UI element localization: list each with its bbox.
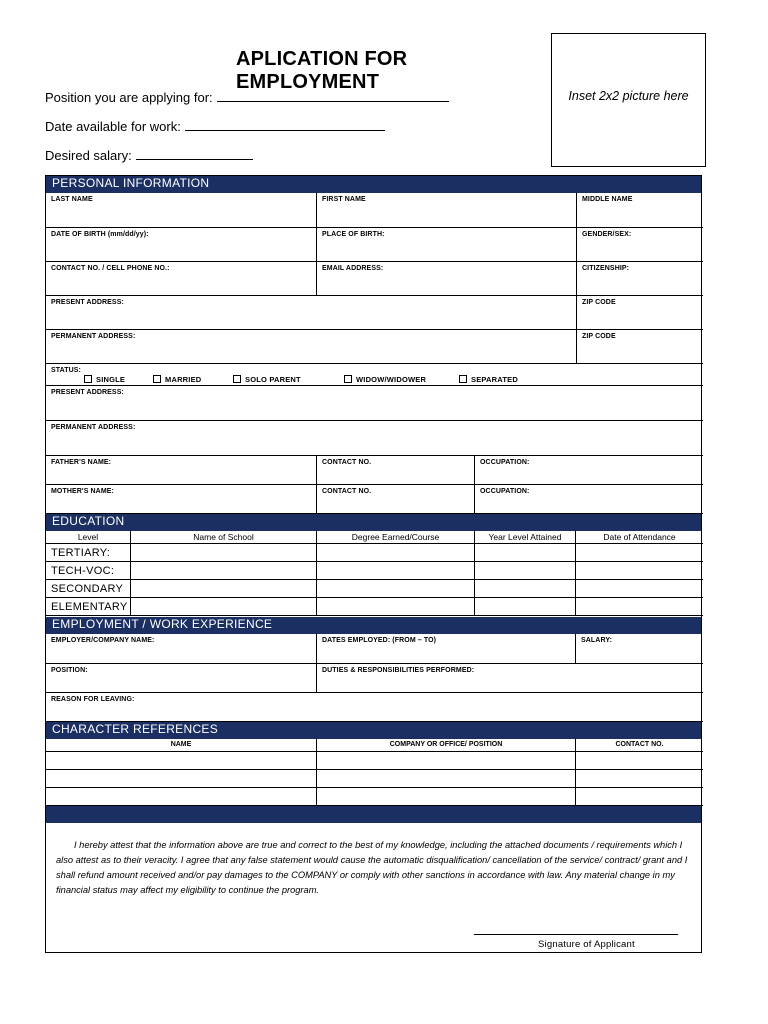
present-address-field[interactable]: PRESENT ADDRESS: <box>46 296 577 330</box>
edu-level-techvoc: TECH-VOC: <box>46 562 131 580</box>
employer-field[interactable]: EMPLOYER/COMPANY NAME: <box>46 634 317 664</box>
edu-tertiary-date-input[interactable] <box>576 544 703 562</box>
middle-name-field[interactable]: MIDDLE NAME <box>577 193 703 228</box>
edu-secondary-date-input[interactable] <box>576 580 703 598</box>
position-input[interactable] <box>217 90 449 102</box>
father-occupation-field[interactable]: OCCUPATION: <box>475 456 703 485</box>
edu-col-date: Date of Attendance <box>576 531 703 544</box>
status-option-label: WIDOW/WIDOWER <box>356 375 427 384</box>
edu-techvoc-year-input[interactable] <box>475 562 576 580</box>
father-contact-field[interactable]: CONTACT NO. <box>317 456 475 485</box>
photo-box[interactable] <box>551 33 706 167</box>
edu-elementary-date-input[interactable] <box>576 598 703 616</box>
desired-salary-line <box>45 148 253 163</box>
edu-techvoc-degree-input[interactable] <box>317 562 475 580</box>
ref-1-company-input[interactable] <box>317 752 576 770</box>
signature-line[interactable] <box>474 934 678 935</box>
edu-tertiary-degree-input[interactable] <box>317 544 475 562</box>
ref-2-contact-input[interactable] <box>576 770 703 788</box>
status-option-single[interactable] <box>84 375 125 384</box>
edu-tertiary-year-input[interactable] <box>475 544 576 562</box>
salary-field[interactable]: SALARY: <box>576 634 703 664</box>
status-option-solo-parent[interactable] <box>233 375 301 384</box>
ref-col-name: NAME <box>46 739 317 752</box>
date-available-input[interactable] <box>185 119 385 131</box>
ref-col-company: COMPANY OR OFFICE/ POSITION <box>317 739 576 752</box>
status-option-separated[interactable] <box>459 375 518 384</box>
edu-secondary-year-input[interactable] <box>475 580 576 598</box>
ref-2-company-input[interactable] <box>317 770 576 788</box>
date-available-label: Date available for work: <box>45 119 181 134</box>
position-applying-line <box>45 90 449 105</box>
duties-field[interactable]: DUTIES & RESPONSIBILITIES PERFORMED: <box>317 664 703 693</box>
application-form <box>45 175 702 953</box>
edu-techvoc-date-input[interactable] <box>576 562 703 580</box>
pob-field[interactable]: PLACE OF BIRTH: <box>317 228 577 262</box>
status-option-label: MARRIED <box>165 375 202 384</box>
checkbox-icon[interactable] <box>344 375 352 383</box>
ref-3-company-input[interactable] <box>317 788 576 806</box>
ref-3-contact-input[interactable] <box>576 788 703 806</box>
dates-employed-field[interactable]: DATES EMPLOYED: (FROM – TO) <box>317 634 576 664</box>
position-label: Position you are applying for: <box>45 90 213 105</box>
employment-heading: EMPLOYMENT / WORK EXPERIENCE <box>46 617 701 634</box>
edu-tertiary-school-input[interactable] <box>131 544 317 562</box>
permanent-address-field[interactable]: PERMANENT ADDRESS: <box>46 330 577 364</box>
zip-code-present-field[interactable]: ZIP CODE <box>577 296 703 330</box>
ref-3-name-input[interactable] <box>46 788 317 806</box>
email-field[interactable]: EMAIL ADDRESS: <box>317 262 577 296</box>
edu-techvoc-school-input[interactable] <box>131 562 317 580</box>
signature-label: Signature of Applicant <box>538 939 635 950</box>
edu-level-secondary: SECONDARY <box>46 580 131 598</box>
ref-1-name-input[interactable] <box>46 752 317 770</box>
personal-info-heading: PERSONAL INFORMATION <box>46 176 701 193</box>
ref-1-contact-input[interactable] <box>576 752 703 770</box>
edu-secondary-degree-input[interactable] <box>317 580 475 598</box>
position-field[interactable]: POSITION: <box>46 664 317 693</box>
status-option-label: SINGLE <box>96 375 126 384</box>
reason-leaving-field[interactable]: REASON FOR LEAVING: <box>46 693 703 722</box>
photo-placeholder-text: Inset 2x2 picture here <box>568 89 689 103</box>
edu-level-elementary: ELEMENTARY <box>46 598 131 616</box>
zip-code-permanent-field[interactable]: ZIP CODE <box>577 330 703 364</box>
form-title: APLICATION FOR EMPLOYMENT <box>236 48 408 93</box>
status-option-label: SEPARATED <box>471 375 518 384</box>
contact-field[interactable]: CONTACT NO. / CELL PHONE NO.: <box>46 262 317 296</box>
edu-col-level: Level <box>46 531 131 544</box>
dob-field[interactable]: DATE OF BIRTH (mm/dd/yy): <box>46 228 317 262</box>
ref-2-name-input[interactable] <box>46 770 317 788</box>
status-option-married[interactable] <box>153 375 201 384</box>
status-option-label: SOLO PARENT <box>245 375 301 384</box>
gender-field[interactable]: GENDER/SEX: <box>577 228 703 262</box>
present-address-2-field[interactable]: PRESENT ADDRESS: <box>46 386 703 421</box>
edu-secondary-school-input[interactable] <box>131 580 317 598</box>
edu-col-degree: Degree Earned/Course <box>317 531 475 544</box>
checkbox-icon[interactable] <box>153 375 161 383</box>
references-heading: CHARACTER REFERENCES <box>46 722 701 739</box>
education-heading: EDUCATION <box>46 514 701 531</box>
permanent-address-2-field[interactable]: PERMANENT ADDRESS: <box>46 421 703 456</box>
attestation-text: I hereby attest that the information above are true and correct to the best of my knowledge, including the attached documents / requirements which I also attest as to their veracity. I agree that any false statement would cause the automatic disqualification/ cancellation of the service/ contract/ grant and I shall refund amount received and/or pay damages to the COMPANY or comply with other sanctions in accordance with law. Any material change in my financial status may affect my eligibility to continue the program. <box>56 840 688 895</box>
desired-salary-label: Desired salary: <box>45 148 132 163</box>
ref-col-contact: CONTACT NO. <box>576 739 703 752</box>
mother-name-field[interactable]: MOTHER'S NAME: <box>46 485 317 514</box>
checkbox-icon[interactable] <box>459 375 467 383</box>
date-available-line <box>45 119 385 134</box>
last-name-field[interactable]: LAST NAME <box>46 193 317 228</box>
status-label: STATUS: <box>51 367 81 374</box>
mother-contact-field[interactable]: CONTACT NO. <box>317 485 475 514</box>
father-name-field[interactable]: FATHER'S NAME: <box>46 456 317 485</box>
edu-elementary-degree-input[interactable] <box>317 598 475 616</box>
footer-band <box>46 806 701 823</box>
edu-elementary-year-input[interactable] <box>475 598 576 616</box>
mother-occupation-field[interactable]: OCCUPATION: <box>475 485 703 514</box>
edu-elementary-school-input[interactable] <box>131 598 317 616</box>
citizenship-field[interactable]: CITIZENSHIP: <box>577 262 703 296</box>
edu-col-year: Year Level Attained <box>475 531 576 544</box>
edu-level-tertiary: TERTIARY: <box>46 544 131 562</box>
first-name-field[interactable]: FIRST NAME <box>317 193 577 228</box>
status-option-widow[interactable] <box>344 375 426 384</box>
checkbox-icon[interactable] <box>84 375 92 383</box>
checkbox-icon[interactable] <box>233 375 241 383</box>
edu-col-school: Name of School <box>131 531 317 544</box>
desired-salary-input[interactable] <box>136 148 253 160</box>
